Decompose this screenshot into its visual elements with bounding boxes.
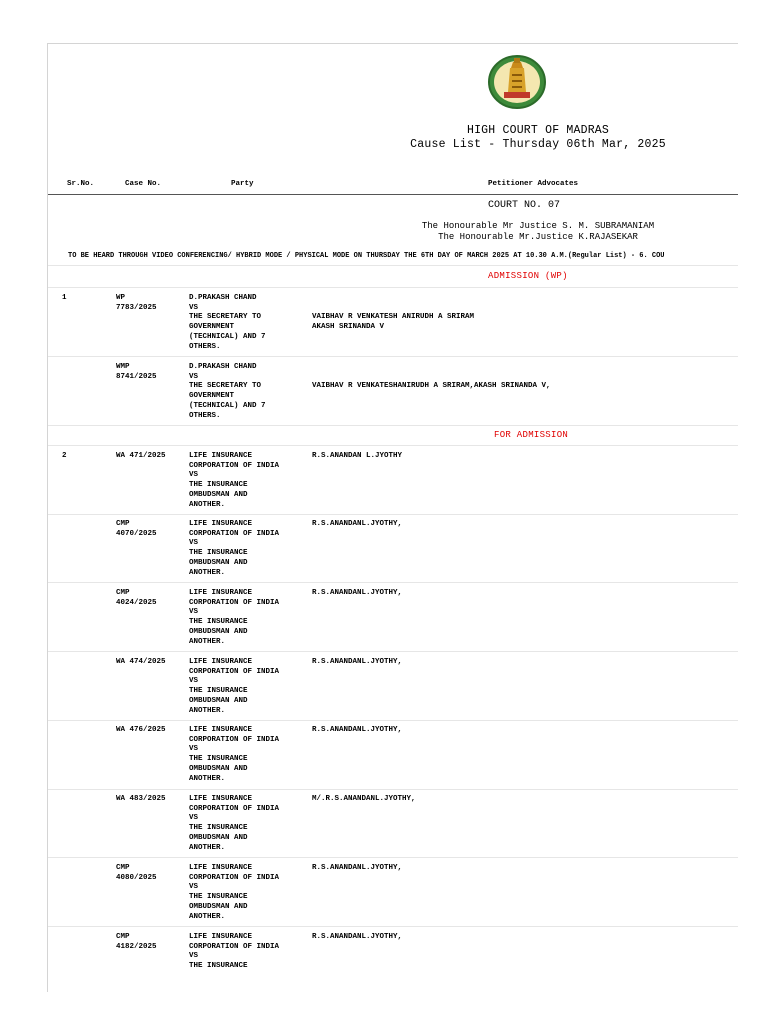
hearing-notice: TO BE HEARD THROUGH VIDEO CONFERENCING/ HYBRID MODE / PHYSICAL MODE ON THURSDAY THE 6TH DAY OF MARCH 2025 AT 10.30 A.M.(Regular List) - 6. COU <box>68 252 665 260</box>
case-number: WA 483/2025 <box>116 795 166 803</box>
row-divider <box>48 789 738 790</box>
row-divider <box>48 425 738 426</box>
party-names: LIFE INSURANCE CORPORATION OF INDIA VS THE INSURANCE OMBUDSMAN AND ANOTHER. <box>189 795 280 852</box>
party-names: LIFE INSURANCE CORPORATION OF INDIA VS THE INSURANCE OMBUDSMAN AND ANOTHER. <box>189 864 280 921</box>
case-number: WA 474/2025 <box>116 658 166 666</box>
party-names: D.PRAKASH CHAND VS THE SECRETARY TO GOVERNMENT (TECHNICAL) AND 7 OTHERS. <box>189 363 266 420</box>
row-divider <box>48 651 738 652</box>
case-number: WP 7783/2025 <box>116 294 157 312</box>
petitioner-advocates: R.S.ANANDANL.JYOTHY, <box>312 933 403 941</box>
cause-list-page <box>47 43 738 992</box>
divider <box>48 265 738 266</box>
row-divider <box>48 857 738 858</box>
party-names: LIFE INSURANCE CORPORATION OF INDIA VS THE INSURANCE OMBUDSMAN AND ANOTHER. <box>189 452 280 509</box>
divider <box>48 287 738 288</box>
state-emblem-icon <box>486 54 548 110</box>
row-divider <box>48 356 738 357</box>
court-number: COURT NO. 07 <box>488 200 561 211</box>
row-divider <box>48 514 738 515</box>
party-names: LIFE INSURANCE CORPORATION OF INDIA VS THE INSURANCE OMBUDSMAN AND ANOTHER. <box>189 520 280 577</box>
petitioner-advocates: VAIBHAV R VENKATESH ANIRUDH A SRIRAM AKASH SRINANDA V <box>312 313 475 332</box>
party-names: D.PRAKASH CHAND VS THE SECRETARY TO GOVERNMENT (TECHNICAL) AND 7 OTHERS. <box>189 294 266 351</box>
petitioner-advocates: R.S.ANANDAN L.JYOTHY <box>312 452 403 460</box>
divider <box>48 445 738 446</box>
serial-number: 1 <box>62 294 67 302</box>
col-header-case: Case No. <box>125 180 162 188</box>
case-number: CMP 4024/2025 <box>116 589 157 607</box>
petitioner-advocates: R.S.ANANDANL.JYOTHY, <box>312 726 403 734</box>
party-names: LIFE INSURANCE CORPORATION OF INDIA VS THE INSURANCE OMBUDSMAN AND ANOTHER. <box>189 589 280 646</box>
section-title: FOR ADMISSION <box>494 430 569 440</box>
judge-name-2: The Honourable Mr.Justice K.RAJASEKAR <box>438 232 638 242</box>
header-rule <box>48 194 738 195</box>
cause-list-date: Cause List - Thursday 06th Mar, 2025 <box>410 138 666 151</box>
judge-name-1: The Honourable Mr Justice S. M. SUBRAMANIAM <box>421 221 655 231</box>
case-number: WMP 8741/2025 <box>116 363 157 381</box>
petitioner-advocates: R.S.ANANDANL.JYOTHY, <box>312 520 403 528</box>
row-divider <box>48 720 738 721</box>
party-names: LIFE INSURANCE CORPORATION OF INDIA VS THE INSURANCE OMBUDSMAN AND ANOTHER. <box>189 726 280 783</box>
case-number: CMP 4080/2025 <box>116 864 157 882</box>
case-number: CMP 4182/2025 <box>116 933 157 951</box>
col-header-sr: Sr.No. <box>67 180 95 188</box>
party-names: LIFE INSURANCE CORPORATION OF INDIA VS THE INSURANCE <box>189 933 280 971</box>
case-number: WA 471/2025 <box>116 452 166 460</box>
serial-number: 2 <box>62 452 67 460</box>
section-title: ADMISSION (WP) <box>488 271 568 281</box>
row-divider <box>48 582 738 583</box>
petitioner-advocates: R.S.ANANDANL.JYOTHY, <box>312 658 403 666</box>
col-header-party: Party <box>231 180 254 188</box>
petitioner-advocates: VAIBHAV R VENKATESHANIRUDH A SRIRAM,AKASH SRINANDA V, <box>312 382 551 391</box>
case-number: WA 476/2025 <box>116 726 166 734</box>
court-title: HIGH COURT OF MADRAS <box>466 124 610 137</box>
petitioner-advocates: M/.R.S.ANANDANL.JYOTHY, <box>312 795 416 803</box>
party-names: LIFE INSURANCE CORPORATION OF INDIA VS THE INSURANCE OMBUDSMAN AND ANOTHER. <box>189 658 280 715</box>
petitioner-advocates: R.S.ANANDANL.JYOTHY, <box>312 864 403 872</box>
case-number: CMP 4070/2025 <box>116 520 157 538</box>
petitioner-advocates: R.S.ANANDANL.JYOTHY, <box>312 589 403 597</box>
row-divider <box>48 926 738 927</box>
col-header-advocates: Petitioner Advocates <box>488 180 579 188</box>
